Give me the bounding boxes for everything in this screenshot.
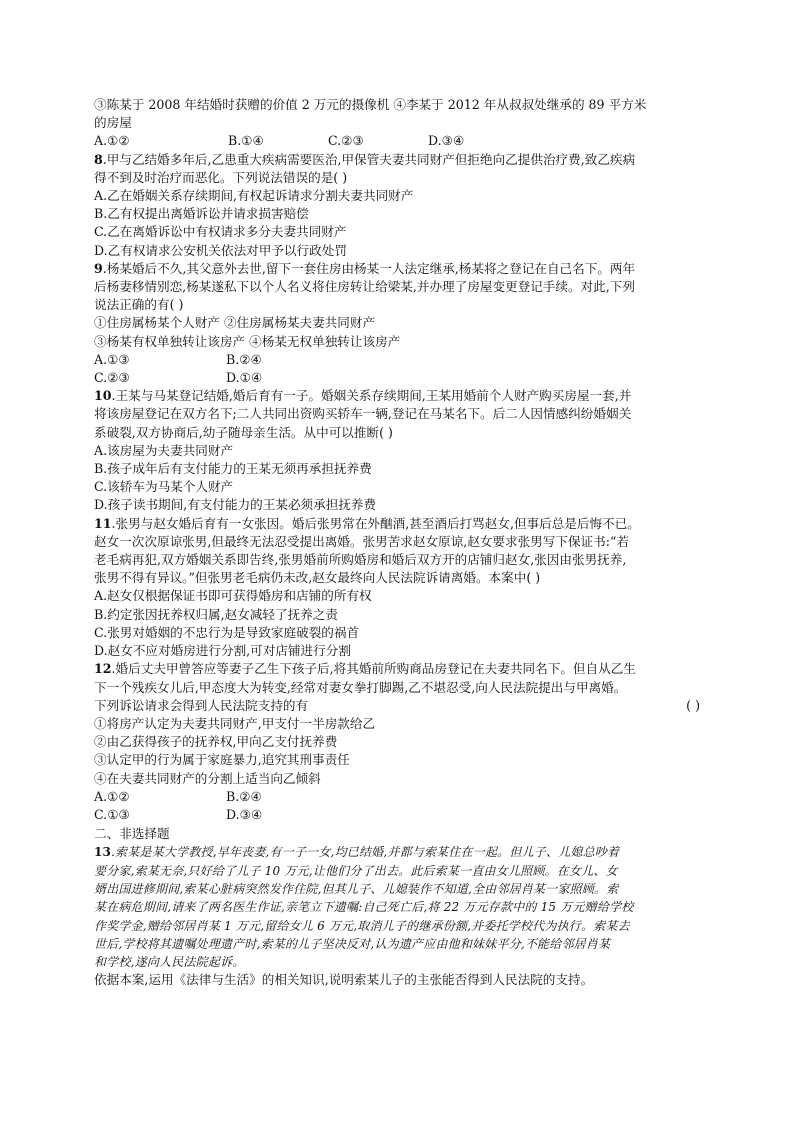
option[interactable]: C.①③ (94, 806, 130, 822)
q12-stem-line: 下一个残疾女儿后,甲态度大为转变,经常对妻女拳打脚踢,乙不堪忍受,向人民法院提出与甲离婚。 (94, 679, 627, 695)
exam-page-content (94, 96, 700, 990)
q7-options (94, 132, 700, 150)
q9-stem (94, 260, 700, 278)
q11-stem-line: 赵女一次次原谅张男,但最终无法忍受提出离婚。张男苦求赵女原谅,赵女要求张男写下保证书:“若 (94, 533, 630, 549)
q13-material-line: 要分家,索某无奈,只好给了儿子 10 万元,让他们分了出去。此后索某一直由女儿照顾。在女儿、女 (94, 863, 618, 878)
option[interactable]: D.赵女不应对婚房进行分割,可对店铺进行分割 (94, 643, 351, 659)
option[interactable]: D.③④ (226, 806, 263, 822)
question-number: 13 (94, 845, 112, 860)
q12-statement: ④在夫妻共同财产的分割上适当向乙倾斜 (94, 770, 321, 786)
option[interactable]: C.该轿车为马某个人财产 (94, 479, 234, 495)
option[interactable]: D.①④ (226, 370, 263, 386)
q13-material-line: 世后,学校将其遗嘱处理遗产时,索某的儿子坚决反对,认为遗产应由他和妹妹平分,不能给邻居肖某 (94, 936, 611, 951)
q12-stem-line (94, 697, 700, 715)
q8-stem-text: .甲与乙结婚多年后,乙患重大疾病需要医治,甲保管夫妻共同财产但拒绝向乙提供治疗费,致乙疾病 (102, 151, 636, 167)
option[interactable]: A.赵女仅根据保证书即可获得婚房和店铺的所有权 (94, 588, 372, 604)
option[interactable]: B.乙有权提出离婚诉讼并请求损害赔偿 (94, 206, 309, 222)
q10-stem (94, 387, 700, 405)
option[interactable]: B.②④ (226, 351, 262, 367)
q12-stem-text: .婚后丈夫甲曾答应等妻子乙生下孩子后,将其婚前所购商品房登记在夫妻共同名下。但自从乙生 (111, 661, 636, 677)
q10-stem-line: 将该房屋登记在双方名下;二人共同出资购买轿车一辆,登记在马某名下。后二人因情感纠纷婚姻关 (94, 406, 632, 422)
q11-stem-text: .张男与赵女婚后育有一女张因。婚后张男常在外酗酒,甚至酒后打骂赵女,但事后总是后悔不已。 (111, 515, 640, 531)
option[interactable]: A.该房屋为夫妻共同财产 (94, 442, 234, 458)
q12-statement: ②由乙获得孩子的抚养权,甲向乙支付抚养费 (94, 734, 338, 750)
q12-statement: ①将房产认定为夫妻共同财产,甲支付一半房款给乙 (94, 715, 376, 731)
q13-material (94, 843, 700, 861)
option[interactable]: A.①② (94, 133, 130, 149)
q9-statement: ①住房属杨某个人财产 ②住房属杨某夫妻共同财产 (94, 315, 376, 331)
q9-options-row (94, 369, 700, 387)
option[interactable]: C.②③ (94, 370, 130, 386)
q12-statement: ③认定甲的行为属于家庭暴力,追究其刑事责任 (94, 752, 350, 768)
q13-material-line: 作奖学金,赠给邻居肖某 1 万元,留给女儿 6 万元,取消儿子的继承份额,并委托学校代为执行。索某去 (94, 918, 630, 933)
option[interactable]: D.③④ (428, 133, 465, 149)
option[interactable]: C.张男对婚姻的不忠行为是导致家庭破裂的祸首 (94, 624, 360, 640)
q10-stem-text: .王某与马某登记结婚,婚后育有一子。婚姻关系存续期间,王某用婚前个人财产购买房屋一套,并 (111, 388, 632, 404)
q7-statement-line: ③陈某于 2008 年结婚时获赠的价值 2 万元的摄像机 ④李某于 2012 年从叔叔处继承的 89 平方米 (94, 97, 647, 112)
q7-statement-line: 的房屋 (94, 115, 132, 131)
q11-stem (94, 515, 700, 533)
question-number: 9 (94, 260, 103, 276)
q11-stem-line: 张男不得有异议。”但张男老毛病仍未改,赵女最终向人民法院诉请离婚。本案中( ) (94, 570, 541, 586)
q13-material-line: 婿出国进修期间,索某心脏病突然发作住院,但其儿子、儿媳装作不知道,全由邻居肖某一家照顾。索 (94, 881, 619, 896)
q9-stem-line: 说法正确的有( ) (94, 297, 184, 313)
option[interactable]: C.②③ (328, 133, 364, 149)
option[interactable]: B.孩子成年后有支付能力的王某无须再承担抚养费 (94, 461, 372, 477)
option[interactable]: A.①② (94, 788, 130, 804)
q13-material-text: .索某是某大学教授,早年丧妻,有一子一女,均已结婚,并都与索某住在一起。但儿子、儿媳总吵着 (111, 845, 620, 860)
option[interactable]: A.乙在婚姻关系存续期间,有权起诉请求分割夫妻共同财产 (94, 188, 414, 204)
section-heading: 二、非选择题 (94, 826, 170, 842)
option[interactable]: A.①③ (94, 351, 130, 367)
q12-options-row (94, 806, 700, 824)
option[interactable]: B.约定张因抚养权归属,赵女减轻了抚养之责 (94, 606, 338, 622)
option[interactable]: C.乙在离婚诉讼中有权请求多分夫妻共同财产 (94, 224, 347, 240)
q13-question: 依据本案,运用《法律与生活》的相关知识,说明索某儿子的主张能否得到人民法院的支持。 (94, 972, 594, 988)
question-number: 11 (94, 515, 112, 531)
q9-statement: ③杨某有权单独转让该房产 ④杨某无权单独转让该房产 (94, 333, 401, 349)
q12-stem (94, 660, 700, 678)
option[interactable]: B.①④ (228, 133, 264, 149)
answer-parenthesis: ( ) (686, 697, 700, 713)
q10-stem-line: 系破裂,双方协商后,幼子随母亲生活。从中可以推断( ) (94, 424, 393, 440)
question-number: 12 (94, 661, 112, 677)
q13-material-line: 某在病危期间,请来了两名医生作证,亲笔立下遗嘱:自己死亡后,将 22 万元存款中的 15 万元赠给学校 (94, 900, 634, 915)
q12-stem-text: 下列诉讼请求会得到人民法院支持的有 (94, 697, 309, 713)
q9-options-row (94, 351, 700, 369)
option[interactable]: B.②④ (226, 788, 262, 804)
q12-options-row (94, 788, 700, 806)
option[interactable]: D.孩子读书期间,有支付能力的王某必须承担抚养费 (94, 497, 377, 513)
question-number: 10 (94, 388, 112, 404)
q13-material-line: 和学校,遂向人民法院起诉。 (94, 955, 245, 970)
q11-stem-line: 老毛病再犯,双方婚姻关系即告终,张男婚前所购婚房和婚后双方开的店铺归赵女,张因由张男抚养, (94, 552, 627, 568)
q8-stem-line: 得不到及时治疗而恶化。下列说法错误的是( ) (94, 169, 348, 185)
option[interactable]: D.乙有权请求公安机关依法对甲予以行政处罚 (94, 242, 347, 258)
question-number: 8 (94, 151, 103, 167)
q8-stem (94, 151, 700, 169)
q9-stem-text: .杨某婚后不久,其父意外去世,留下一套住房由杨某一人法定继承,杨某将之登记在自己名下。两年 (102, 260, 636, 276)
q9-stem-line: 后杨妻移情别恋,杨某遂私下以个人名义将住房转让给梁某,并办理了房屋变更登记手续。对此,下列 (94, 279, 635, 295)
